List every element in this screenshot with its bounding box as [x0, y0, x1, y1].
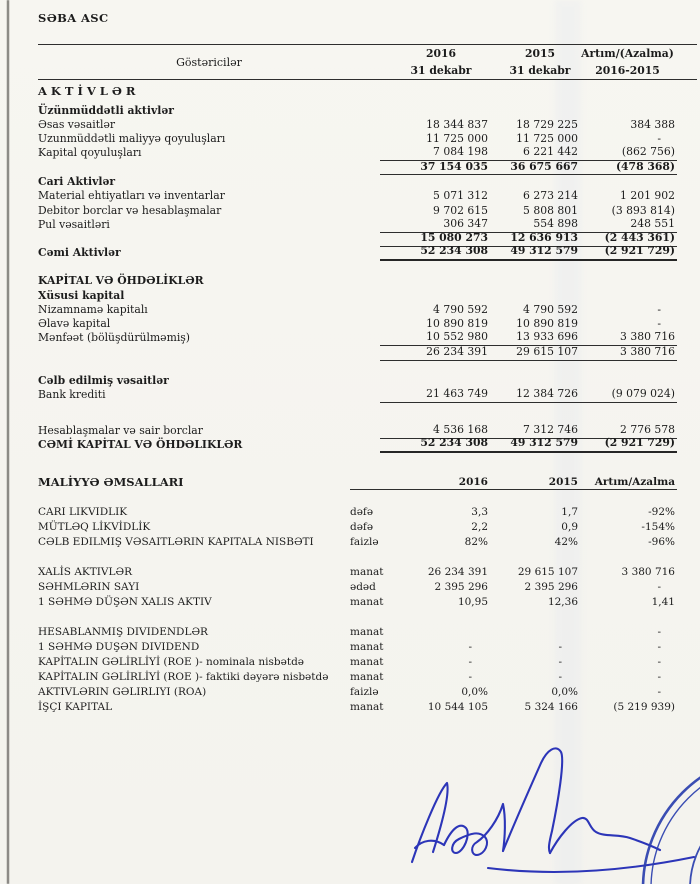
row-right — [350, 504, 677, 519]
table-row — [38, 218, 697, 232]
row-values — [385, 639, 677, 654]
row-values — [385, 699, 677, 714]
row-values — [380, 261, 677, 275]
row-unit: faizlə — [350, 535, 379, 548]
row-label: AKTIVLƏRIN GƏLIRLIYI (ROA) — [38, 685, 207, 698]
signature-stroke-middle — [444, 804, 505, 855]
value-2016: 21 463 749 — [426, 386, 488, 400]
row-label: 1 SƏHMƏ DÜŞƏN XALIS AKTIV — [38, 595, 212, 608]
ratio-row — [38, 699, 697, 714]
row-label: KAPİTALIN GƏLİRLİYİ (ROE )- nominala nisbətdə — [38, 655, 305, 668]
value-2015: 5 324 166 — [524, 700, 578, 713]
row-values — [380, 289, 677, 303]
row-label: Cari Aktivlər — [38, 174, 116, 188]
column-header-2016 — [380, 45, 488, 79]
row-unit: ədəd — [350, 580, 376, 593]
value-2016: 4 536 168 — [433, 423, 488, 437]
ratio-row — [38, 594, 697, 609]
row-label: Üzünmüddətli aktivlər — [38, 103, 174, 117]
value-2015: 42% — [554, 535, 578, 548]
value-2016: - — [468, 655, 472, 668]
table-row — [38, 346, 697, 360]
ratio-row — [38, 564, 697, 579]
value-2015: 554 898 — [533, 216, 578, 230]
table-row — [38, 275, 697, 289]
table-row — [38, 361, 697, 375]
value-2015: 49 312 579 — [510, 244, 578, 258]
row-right — [350, 609, 677, 624]
value-delta: - — [657, 302, 661, 316]
row-label: CƏLB EDILMIŞ VƏSAITLƏRIN KAPITALA NISBƏTI — [38, 535, 314, 548]
value-2015: 4 790 592 — [523, 302, 578, 316]
row-unit: manat — [350, 655, 384, 668]
value-2016: 10 544 105 — [427, 700, 488, 713]
value-2016: 10 552 980 — [426, 330, 488, 344]
row-label: CƏMİ KAPİTAL VƏ ÖHDƏLIKLƏR — [38, 438, 243, 452]
row-label: MÜTLƏQ LİKVİDLİK — [38, 520, 151, 533]
ratio-row — [38, 639, 697, 654]
company-stamp — [600, 740, 700, 884]
row-right — [350, 669, 677, 684]
row-label: Əsas vəsaitlər — [38, 117, 116, 131]
table-row — [38, 133, 697, 147]
value-delta: (2 443 361) — [604, 231, 675, 245]
ratios-header-2016: 2016 — [458, 475, 488, 488]
value-delta: - — [657, 670, 661, 683]
row-unit: manat — [350, 625, 384, 638]
ratios-table — [38, 474, 697, 714]
value-2016: 52 234 308 — [420, 244, 488, 258]
value-delta: 3 380 716 — [620, 344, 675, 358]
row-values — [385, 609, 677, 624]
ratios-header-columns — [350, 473, 677, 490]
row-values — [380, 303, 677, 317]
ratio-row — [38, 669, 697, 684]
value-2016: 37 154 035 — [420, 159, 488, 173]
row-label: KAPİTALIN GƏLİRLİYİ (ROE )- faktiki dəyərə nisbətdə — [38, 670, 329, 683]
value-delta: - — [657, 685, 661, 698]
ratios-header-values — [385, 473, 677, 489]
value-2016: 5 071 312 — [433, 189, 488, 203]
value-delta: - — [657, 640, 661, 653]
ratio-row — [38, 579, 697, 594]
row-values — [380, 403, 677, 425]
value-delta: (2 921 729) — [604, 436, 675, 450]
ratios-table-body — [38, 504, 697, 714]
table-row — [38, 332, 697, 346]
row-values — [385, 519, 677, 534]
value-delta: 2 776 578 — [620, 423, 675, 437]
value-2016: 10,95 — [457, 595, 488, 608]
value-2015: 5 808 801 — [523, 203, 578, 217]
table-row — [38, 261, 697, 275]
value-delta: (9 079 024) — [611, 386, 675, 400]
row-values — [385, 684, 677, 699]
value-2015: 12 636 913 — [510, 231, 578, 245]
row-right — [350, 579, 677, 594]
delta-years: 2016-2015 — [595, 64, 660, 77]
ratio-row — [38, 684, 697, 699]
table-row — [38, 204, 697, 218]
row-values — [380, 175, 677, 189]
ratios-header-delta: Artım/Azalma — [594, 475, 675, 488]
value-2016: 15 080 273 — [420, 231, 488, 245]
ratios-header-2015: 2015 — [548, 475, 578, 488]
row-label: Cəmi Aktivlər — [38, 246, 121, 260]
value-2016: 26 234 391 — [427, 565, 488, 578]
value-delta: 1,41 — [651, 595, 675, 608]
value-2015: - — [558, 670, 562, 683]
signature-stroke-a — [412, 783, 448, 862]
table-row — [38, 436, 697, 453]
row-values — [380, 437, 677, 453]
value-2015: 36 675 667 — [510, 159, 578, 173]
value-2015: 12,36 — [547, 595, 578, 608]
value-2015: 2 395 296 — [524, 580, 578, 593]
value-delta: 3 380 716 — [620, 330, 675, 344]
table-row — [38, 147, 697, 161]
row-values — [380, 387, 677, 402]
row-values — [380, 160, 677, 175]
value-delta: -154% — [641, 520, 675, 533]
value-2015: 11 725 000 — [516, 132, 578, 146]
column-header-indicators: Göstəricilər — [176, 55, 242, 69]
row-right — [350, 639, 677, 654]
row-values — [385, 564, 677, 579]
row-values — [380, 245, 677, 261]
row-label: Bank krediti — [38, 387, 106, 401]
row-label: Pul vəsaitləri — [38, 217, 110, 231]
row-unit: dəfə — [350, 505, 374, 518]
company-title: SƏBA ASC — [38, 11, 109, 25]
row-label: Nizamnamə kapitalı — [38, 302, 148, 316]
ratio-row — [38, 654, 697, 669]
ratio-row — [38, 504, 697, 519]
value-2015: 29 615 107 — [516, 344, 578, 358]
value-2016: 52 234 308 — [420, 436, 488, 450]
value-2015: 6 221 442 — [523, 145, 578, 159]
table-row — [38, 303, 697, 317]
row-values — [385, 594, 677, 609]
table-row — [38, 161, 697, 175]
row-values — [385, 534, 677, 549]
value-2015: 1,7 — [561, 505, 578, 518]
value-2016: 0,0% — [461, 685, 488, 698]
unit-column-spacer — [350, 487, 385, 489]
row-unit: dəfə — [350, 520, 374, 533]
row-label — [38, 359, 380, 361]
table-row — [38, 374, 697, 388]
value-2016: 82% — [464, 535, 488, 548]
value-delta: (5 219 939) — [613, 700, 675, 713]
table-row — [38, 403, 697, 425]
row-right — [350, 534, 677, 549]
signature-stroke-tall — [503, 748, 562, 853]
value-delta: - — [657, 317, 661, 331]
value-delta: (478 368) — [615, 159, 675, 173]
row-right — [350, 594, 677, 609]
ratio-row — [38, 519, 697, 534]
balance-table-header — [38, 44, 697, 80]
row-label: XALİS AKTIVLƏR — [38, 565, 132, 578]
row-label: Əlavə kapital — [38, 317, 111, 331]
value-delta: - — [657, 580, 661, 593]
row-values — [385, 669, 677, 684]
row-values — [380, 118, 677, 132]
row-unit: manat — [350, 595, 384, 608]
row-values — [385, 624, 677, 639]
value-2015: 12 384 726 — [516, 386, 578, 400]
value-delta: (3 893 814) — [611, 203, 675, 217]
year-2015-date: 31 dekabr — [509, 64, 571, 77]
row-right — [350, 624, 677, 639]
value-2015: - — [558, 655, 562, 668]
value-2016: 2 395 296 — [434, 580, 488, 593]
row-values — [385, 549, 677, 564]
value-2015: 0,9 — [561, 520, 578, 533]
value-2016: 2,2 — [471, 520, 488, 533]
row-label: CARI LIKVIDLIK — [38, 505, 128, 518]
ratio-row — [38, 534, 697, 549]
document-content — [38, 0, 697, 714]
value-delta: -96% — [648, 535, 675, 548]
delta-label: Artım/(Azalma) — [581, 47, 674, 60]
row-values — [380, 361, 677, 375]
value-delta: - — [657, 132, 661, 146]
scan-edge-line — [7, 0, 9, 884]
row-values — [385, 504, 677, 519]
table-row — [38, 175, 697, 189]
row-label: 1 SƏHMƏ DUŞƏN DIVIDEND — [38, 640, 200, 653]
row-label: Mənfəət (bölüşdürülməmiş) — [38, 331, 191, 345]
column-header-delta — [578, 45, 677, 79]
value-2016: 3,3 — [471, 505, 488, 518]
ratio-row — [38, 609, 697, 624]
value-2016: 306 347 — [443, 216, 488, 230]
row-values — [380, 190, 677, 204]
row-label: Material ehtiyatları və inventarlar — [38, 189, 225, 203]
row-right — [350, 549, 677, 564]
year-2016-label: 2016 — [425, 47, 457, 60]
value-2015: 0,0% — [551, 685, 578, 698]
ratio-row — [38, 624, 697, 639]
ratios-table-header — [38, 474, 697, 490]
row-values — [380, 104, 677, 118]
row-unit: manat — [350, 700, 384, 713]
row-right — [350, 564, 677, 579]
table-row — [38, 244, 697, 261]
row-label — [38, 562, 350, 564]
ratios-title: MALİYYƏ ƏMSALLARI — [38, 474, 184, 489]
value-delta: (2 921 729) — [604, 244, 675, 258]
value-2015: 6 273 214 — [523, 189, 578, 203]
table-row — [38, 190, 697, 204]
row-label: Uzunmüddətli maliyyə qoyuluşları — [38, 132, 226, 146]
value-2015: - — [558, 640, 562, 653]
row-unit: manat — [350, 640, 384, 653]
row-label: Kapital qoyuluşları — [38, 146, 142, 160]
value-2015: 49 312 579 — [510, 436, 578, 450]
balance-header-value-columns — [380, 45, 677, 79]
value-2015: 7 312 746 — [523, 423, 578, 437]
section-title-assets: AKTİVLƏR — [38, 84, 140, 98]
column-header-2015 — [488, 45, 578, 79]
row-label: Cəlb edilmiş vəsaitlər — [38, 373, 169, 387]
value-delta: 3 380 716 — [621, 565, 675, 578]
value-2016: 10 890 819 — [426, 317, 488, 331]
value-delta: (862 756) — [621, 145, 675, 159]
row-values — [380, 331, 677, 346]
ratio-row — [38, 549, 697, 564]
row-label: Hesablaşmalar və sair borclar — [38, 424, 203, 438]
row-right — [350, 699, 677, 714]
value-2016: - — [468, 640, 472, 653]
value-2016: 18 344 837 — [426, 117, 488, 131]
row-label: Xüsusi kapital — [38, 288, 125, 302]
table-row — [38, 388, 697, 402]
value-2016: 11 725 000 — [426, 132, 488, 146]
value-delta: -92% — [648, 505, 675, 518]
row-label: KAPİTAL VƏ ÖHDƏLİKLƏR — [38, 274, 204, 288]
row-values — [385, 654, 677, 669]
value-2016: 7 084 198 — [433, 145, 488, 159]
row-values — [380, 146, 677, 161]
value-delta: 248 551 — [630, 216, 675, 230]
year-2016-date: 31 dekabr — [410, 64, 472, 77]
value-2016: 9 702 615 — [433, 203, 488, 217]
row-values — [380, 345, 677, 360]
value-delta: - — [657, 625, 661, 638]
row-right — [350, 654, 677, 669]
table-row — [38, 118, 697, 132]
value-delta: 384 388 — [630, 117, 675, 131]
row-unit: manat — [350, 670, 384, 683]
row-unit: manat — [350, 565, 384, 578]
balance-table-body — [38, 104, 697, 453]
table-row — [38, 289, 697, 303]
row-label: Debitor borclar və hesablaşmalar — [38, 203, 222, 217]
stamp-inner-ring — [690, 800, 700, 884]
row-right — [350, 519, 677, 534]
value-2016: - — [468, 670, 472, 683]
row-label: HESABLANMIŞ DIVIDENDLƏR — [38, 625, 208, 638]
row-unit: faizlə — [350, 685, 379, 698]
row-label: İŞÇI KAPITAL — [38, 700, 113, 713]
value-delta: 1 201 902 — [620, 189, 675, 203]
table-row — [38, 104, 697, 118]
row-values — [380, 275, 677, 289]
value-2016: 4 790 592 — [433, 302, 488, 316]
row-label: SƏHMLƏRIN SAYI — [38, 580, 140, 593]
row-values — [385, 579, 677, 594]
row-label — [38, 622, 350, 624]
year-2015-label: 2015 — [524, 47, 556, 60]
value-2015: 13 933 696 — [516, 330, 578, 344]
value-2015: 10 890 819 — [516, 317, 578, 331]
value-2016: 26 234 391 — [426, 344, 488, 358]
value-delta: - — [657, 655, 661, 668]
value-2015: 29 615 107 — [517, 565, 578, 578]
row-right — [350, 684, 677, 699]
table-row — [38, 318, 697, 332]
value-2015: 18 729 225 — [516, 117, 578, 131]
